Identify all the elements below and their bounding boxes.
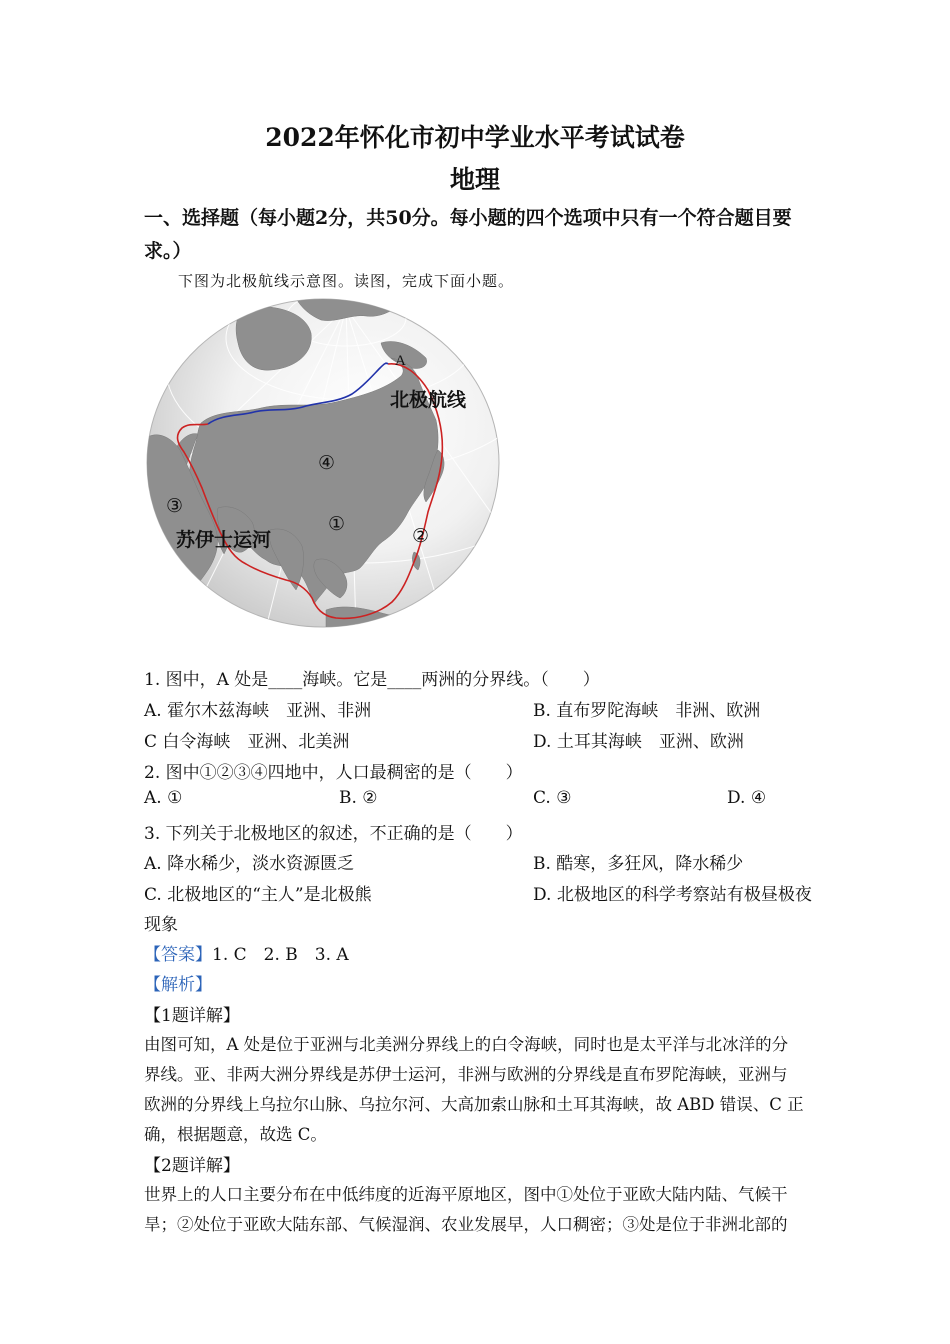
question-2-stem: 2. 图中①②③④四地中，人口最稠密的是（ ） bbox=[144, 763, 523, 783]
detail-2-line: 旱；②处位于亚欧大陆东部、气候湿润、农业发展早，人口稠密；③处是位于非洲北部的 bbox=[144, 1215, 788, 1234]
marker-3: ③ bbox=[166, 495, 184, 517]
map-intro: 下图为北极航线示意图。读图，完成下面小题。 bbox=[178, 272, 515, 290]
subject-title: 地理 bbox=[449, 165, 500, 194]
page-title: 2022年怀化市初中学业水平考试试卷 bbox=[265, 123, 685, 152]
suez-canal-label: 苏伊士运河 bbox=[176, 529, 272, 551]
question-3-option-c: C. 北极地区的“主人”是北极熊 bbox=[144, 885, 372, 905]
question-3-option-b: B. 酷寒，多狂风，降水稀少 bbox=[533, 854, 744, 874]
detail-1-line: 确，根据题意，故选 C。 bbox=[144, 1125, 327, 1144]
question-1-stem: 1. 图中，A 处是____海峡。它是____两洲的分界线。（ ） bbox=[144, 670, 600, 690]
marker-2: ② bbox=[412, 525, 430, 547]
question-3-stem: 3. 下列关于北极地区的叙述，不正确的是（ ） bbox=[144, 824, 523, 844]
section-heading-cont: 求。） bbox=[144, 240, 192, 262]
question-2-option-c: C. ③ bbox=[533, 788, 572, 808]
section-heading: 一、选择题（每小题2分，共50分。每小题的四个选项中只有一个符合题目要 bbox=[144, 207, 792, 229]
answer-line bbox=[144, 940, 349, 965]
detail-1-line: 欧洲的分界线上乌拉尔山脉、乌拉尔河、大高加索山脉和土耳其海峡，故 ABD 错误、C 正 bbox=[144, 1095, 804, 1114]
question-2-option-b: B. ② bbox=[339, 788, 378, 808]
question-1-option-c: C 白令海峡 亚洲、北美洲 bbox=[144, 732, 350, 752]
point-a-label: A bbox=[395, 353, 406, 369]
arctic-route-map bbox=[146, 298, 500, 628]
question-3-option-d-cont: 现象 bbox=[144, 915, 178, 935]
detail-1-line: 由图可知，A 处是位于亚洲与北美洲分界线上的白令海峡，同时也是太平洋与北冰洋的分 bbox=[144, 1035, 789, 1054]
detail-1-heading: 【1题详解】 bbox=[144, 1006, 240, 1026]
answer-text: 1. C 2. B 3. A bbox=[212, 945, 349, 965]
answer-tag: 【答案】 bbox=[144, 945, 212, 965]
question-3-option-d: D. 北极地区的科学考察站有极昼极夜 bbox=[533, 885, 812, 905]
question-1-option-b: B. 直布罗陀海峡 非洲、欧洲 bbox=[533, 701, 761, 721]
arctic-route-label: 北极航线 bbox=[390, 389, 467, 411]
detail-2-heading: 【2题详解】 bbox=[144, 1156, 240, 1176]
marker-1: ① bbox=[328, 513, 346, 535]
question-3-option-a: A. 降水稀少，淡水资源匮乏 bbox=[144, 854, 355, 874]
detail-1-line: 界线。亚、非两大洲分界线是苏伊士运河，非洲与欧洲的分界线是直布罗陀海峡，亚洲与 bbox=[144, 1065, 788, 1084]
question-1-option-d: D. 土耳其海峡 亚洲、欧洲 bbox=[533, 732, 744, 752]
question-2-option-a: A. ① bbox=[144, 788, 183, 808]
question-2-option-d: D. ④ bbox=[727, 788, 767, 808]
detail-2-line: 世界上的人口主要分布在中低纬度的近海平原地区，图中①处位于亚欧大陆内陆、气候干 bbox=[144, 1185, 788, 1204]
question-1-option-a: A. 霍尔木兹海峡 亚洲、非洲 bbox=[144, 701, 372, 721]
analysis-tag: 【解析】 bbox=[144, 975, 212, 995]
marker-4: ④ bbox=[318, 452, 336, 474]
